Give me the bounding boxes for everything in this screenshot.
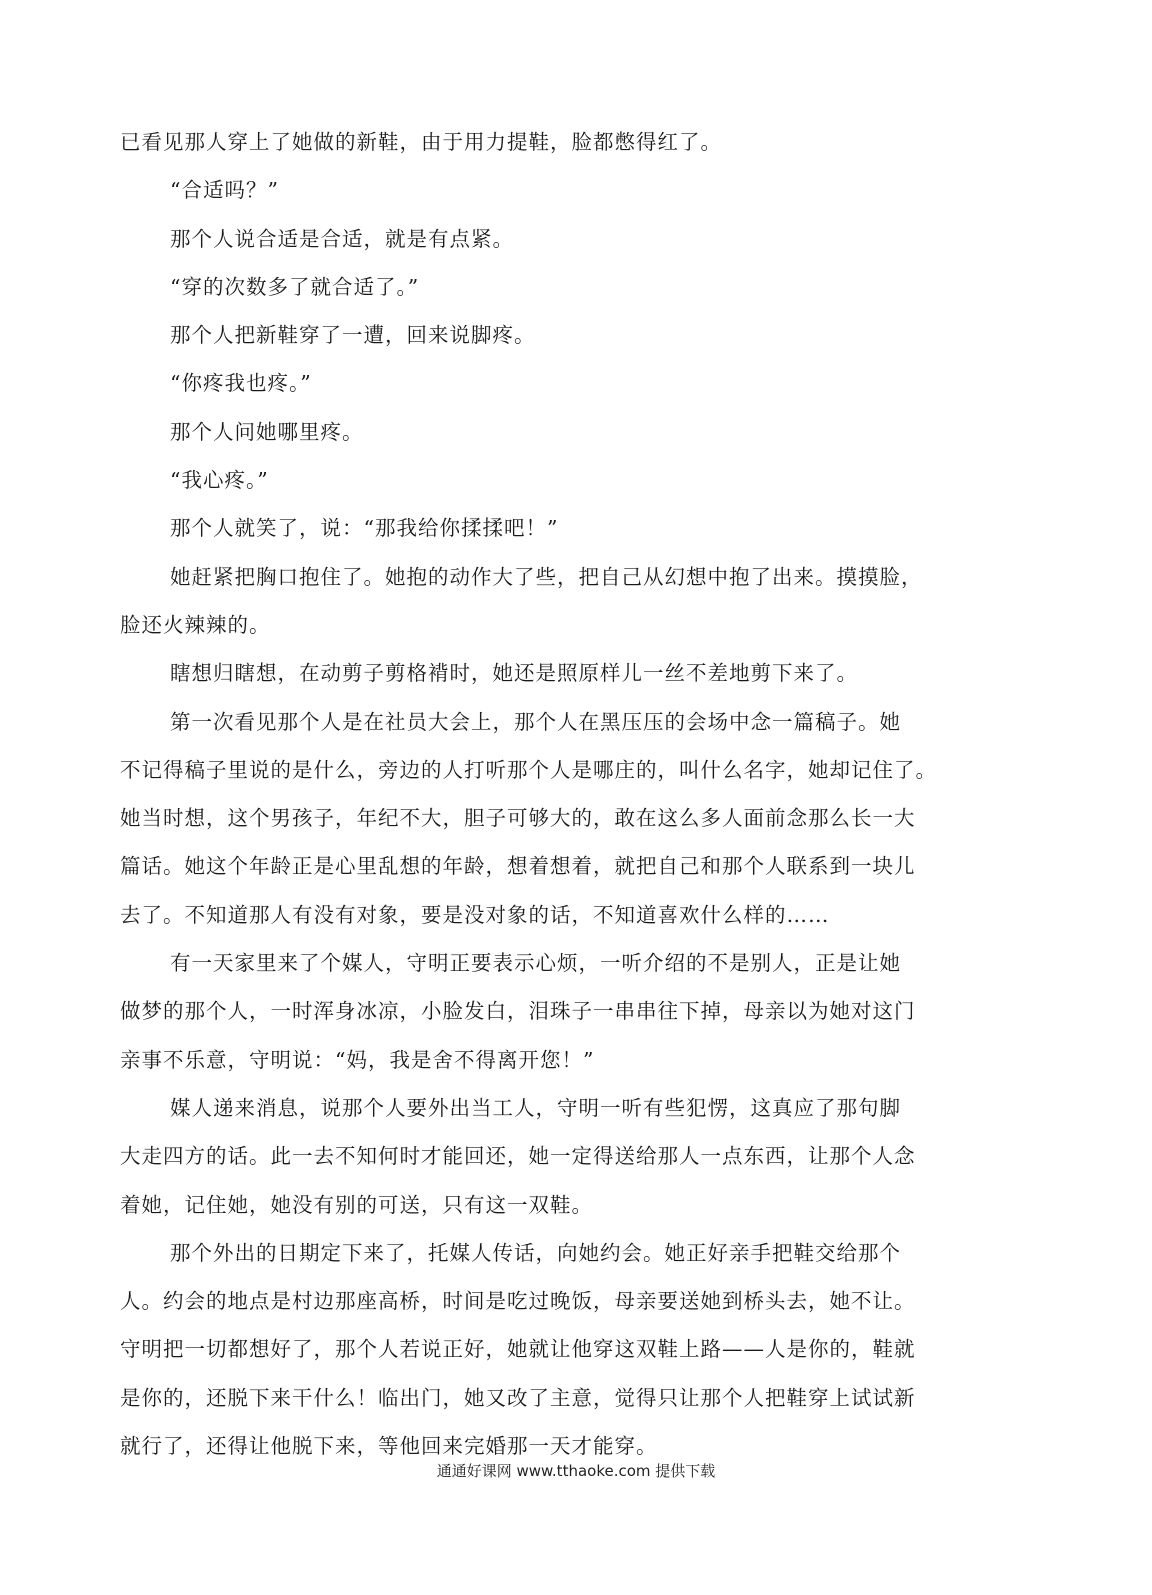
text-line: 那个外出的日期定下来了，托媒人传话，向她约会。她正好亲手把鞋交给那个 — [170, 1240, 901, 1265]
text-line: 篇话。她这个年龄正是心里乱想的年龄，想着想着，就把自己和那个人联系到一块儿 — [120, 854, 916, 879]
text-line: 瞎想归瞎想，在动剪子剪格褙时，她还是照原样儿一丝不差地剪下来了。 — [170, 661, 858, 686]
text-line: 人。约会的地点是村边那座高桥，时间是吃过晚饭，母亲要送她到桥头去，她不让。 — [120, 1289, 916, 1314]
text-line: 第一次看见那个人是在社员大会上，那个人在黑压压的会场中念一篇稿子。她 — [170, 709, 901, 734]
text-line: 就行了，还得让他脱下来，等他回来完婚那一天才能穿。 — [120, 1434, 658, 1459]
text-line: 守明把一切都想好了，那个人若说正好，她就让他穿这双鞋上路——人是你的，鞋就 — [120, 1337, 916, 1362]
text-line: “穿的次数多了就合适了。” — [170, 274, 420, 299]
text-line: 是你的，还脱下来干什么！临出门，她又改了主意，觉得只让那个人把鞋穿上试试新 — [120, 1385, 916, 1410]
text-line: 她当时想，这个男孩子，年纪不大，胆子可够大的，敢在这么多人面前念那么长一大 — [120, 806, 916, 831]
text-line: 做梦的那个人，一时浑身冰凉，小脸发白，泪珠子一串串往下掉，母亲以为她对这门 — [120, 999, 916, 1024]
text-line: 媒人递来消息，说那个人要外出当工人，守明一听有些犯愣，这真应了那句脚 — [170, 1095, 901, 1120]
text-line: “我心疼。” — [170, 468, 269, 493]
text-line: 那个人就笑了，说：“那我给你揉揉吧！” — [170, 516, 559, 541]
text-line: 那个人问她哪里疼。 — [170, 419, 364, 444]
text-line: 那个人把新鞋穿了一遭，回来说脚疼。 — [170, 323, 536, 348]
text-line: 着她，记住她，她没有别的可送，只有这一双鞋。 — [120, 1192, 593, 1217]
text-line: 那个人说合适是合适，就是有点紧。 — [170, 226, 514, 251]
text-line: 她赶紧把胸口抱住了。她抱的动作大了些，把自己从幻想中抱了出来。摸摸脸， — [170, 564, 923, 589]
text-line: 亲事不乐意，守明说：“妈，我是舍不得离开您！” — [120, 1047, 595, 1072]
text-line: 已看见那人穿上了她做的新鞋，由于用力提鞋，脸都憋得红了。 — [120, 130, 722, 154]
page-footer: 通通好课网 www.tthaoke.com 提供下载 — [436, 1462, 716, 1480]
text-line: 大走四方的话。此一去不知何时才能回还，她一定得送给那人一点东西，让那个人念 — [120, 1144, 916, 1169]
text-line: “合适吗？” — [170, 178, 279, 203]
document-body — [120, 124, 1020, 1476]
text-line: 不记得稿子里说的是什么，旁边的人打听那个人是哪庄的，叫什么名字，她却记住了。 — [120, 757, 937, 782]
text-line: 去了。不知道那人有没有对象，要是没对象的话，不知道喜欢什么样的…… — [120, 902, 830, 927]
text-line: 有一天家里来了个媒人，守明正要表示心烦，一听介绍的不是别人，正是让她 — [170, 951, 901, 976]
text-line: 脸还火辣辣的。 — [120, 612, 271, 637]
text-line: “你疼我也疼。” — [170, 371, 312, 396]
